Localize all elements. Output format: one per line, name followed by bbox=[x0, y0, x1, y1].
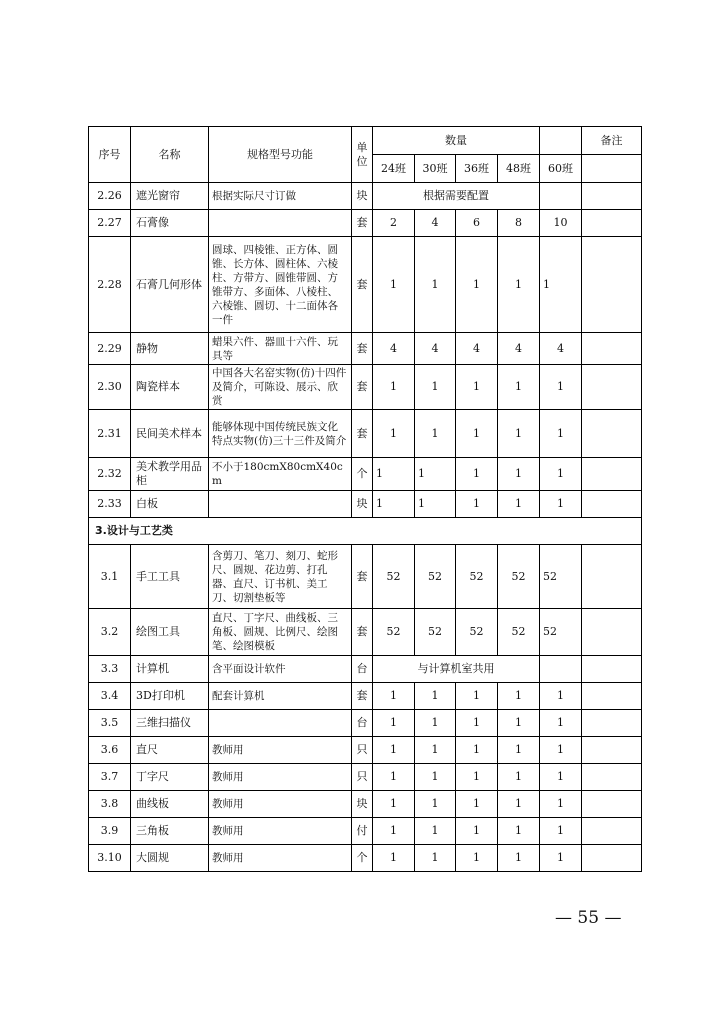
row-remark bbox=[582, 845, 642, 872]
qty-24: 2 bbox=[373, 210, 415, 237]
qty-30: 52 bbox=[415, 609, 456, 656]
qty-60: 1 bbox=[540, 791, 582, 818]
row-remark bbox=[582, 737, 642, 764]
qty-36: 1 bbox=[456, 365, 498, 410]
row-name: 静物 bbox=[131, 333, 209, 365]
row-remark bbox=[582, 818, 642, 845]
qty-48: 1 bbox=[498, 791, 540, 818]
qty-24: 1 bbox=[373, 818, 415, 845]
row-spec: 配套计算机 bbox=[209, 683, 352, 710]
qty-30: 1 bbox=[415, 237, 456, 333]
qty-48: 1 bbox=[498, 410, 540, 458]
row-name: 美术教学用品柜 bbox=[131, 458, 209, 491]
header-remark: 备注 bbox=[582, 127, 642, 155]
qty-24: 1 bbox=[373, 491, 415, 518]
row-no: 2.27 bbox=[89, 210, 131, 237]
row-unit: 套 bbox=[352, 410, 373, 458]
row-spec: 含平面设计软件 bbox=[209, 656, 352, 683]
qty-24: 1 bbox=[373, 737, 415, 764]
table-row bbox=[89, 183, 642, 210]
qty-60: 1 bbox=[540, 737, 582, 764]
qty-30: 1 bbox=[415, 710, 456, 737]
row-qty-pad bbox=[540, 656, 582, 683]
header-name: 名称 bbox=[131, 127, 209, 183]
table-row bbox=[89, 458, 642, 491]
row-remark bbox=[582, 545, 642, 609]
qty-36: 1 bbox=[456, 491, 498, 518]
qty-24: 52 bbox=[373, 609, 415, 656]
qty-36: 1 bbox=[456, 237, 498, 333]
row-spec: 能够体现中国传统民族文化特点实物(仿)三十三件及简介 bbox=[209, 410, 352, 458]
qty-60: 1 bbox=[540, 410, 582, 458]
row-name: 三角板 bbox=[131, 818, 209, 845]
header-36: 36班 bbox=[456, 155, 498, 183]
qty-48: 1 bbox=[498, 365, 540, 410]
row-name: 白板 bbox=[131, 491, 209, 518]
qty-60: 1 bbox=[540, 683, 582, 710]
header-remark-blank bbox=[582, 155, 642, 183]
header-unit: 单位 bbox=[352, 127, 373, 183]
row-remark bbox=[582, 791, 642, 818]
table-row bbox=[89, 333, 642, 365]
table-row bbox=[89, 683, 642, 710]
table-row bbox=[89, 764, 642, 791]
row-spec: 根据实际尺寸订做 bbox=[209, 183, 352, 210]
row-name: 三维扫描仪 bbox=[131, 710, 209, 737]
qty-48: 1 bbox=[498, 764, 540, 791]
row-name: 丁字尺 bbox=[131, 764, 209, 791]
row-spec bbox=[209, 210, 352, 237]
qty-24: 4 bbox=[373, 333, 415, 365]
row-name: 石膏几何形体 bbox=[131, 237, 209, 333]
table-row bbox=[89, 237, 642, 333]
qty-24: 1 bbox=[373, 410, 415, 458]
row-name: 遮光窗帘 bbox=[131, 183, 209, 210]
row-no: 2.32 bbox=[89, 458, 131, 491]
row-name: 手工工具 bbox=[131, 545, 209, 609]
qty-60: 1 bbox=[540, 458, 582, 491]
row-unit: 台 bbox=[352, 710, 373, 737]
header-24: 24班 bbox=[373, 155, 415, 183]
table-row bbox=[89, 491, 642, 518]
row-remark bbox=[582, 683, 642, 710]
qty-36: 1 bbox=[456, 737, 498, 764]
row-qty-pad bbox=[540, 183, 582, 210]
qty-48: 1 bbox=[498, 458, 540, 491]
header-qty-pad bbox=[540, 127, 582, 155]
row-unit: 块 bbox=[352, 791, 373, 818]
qty-30: 1 bbox=[415, 683, 456, 710]
row-name: 陶瓷样本 bbox=[131, 365, 209, 410]
row-no: 3.2 bbox=[89, 609, 131, 656]
row-unit: 个 bbox=[352, 458, 373, 491]
row-name: 3D打印机 bbox=[131, 683, 209, 710]
row-remark bbox=[582, 710, 642, 737]
row-unit: 套 bbox=[352, 333, 373, 365]
table-row bbox=[89, 845, 642, 872]
qty-60: 1 bbox=[540, 818, 582, 845]
row-no: 3.8 bbox=[89, 791, 131, 818]
row-spec bbox=[209, 491, 352, 518]
table-row bbox=[89, 818, 642, 845]
row-no: 2.28 bbox=[89, 237, 131, 333]
row-spec: 不小于180cmX80cmX40cm bbox=[209, 458, 352, 491]
qty-30: 52 bbox=[415, 545, 456, 609]
qty-24: 1 bbox=[373, 458, 415, 491]
row-remark bbox=[582, 458, 642, 491]
qty-48: 1 bbox=[498, 683, 540, 710]
qty-30: 1 bbox=[415, 737, 456, 764]
table-row bbox=[89, 791, 642, 818]
row-name: 民间美术样本 bbox=[131, 410, 209, 458]
header-30: 30班 bbox=[415, 155, 456, 183]
table-row bbox=[89, 609, 642, 656]
row-name: 石膏像 bbox=[131, 210, 209, 237]
row-spec: 蜡果六件、器皿十六件、玩具等 bbox=[209, 333, 352, 365]
header-row bbox=[89, 127, 642, 155]
row-name: 大圆规 bbox=[131, 845, 209, 872]
row-spec: 教师用 bbox=[209, 737, 352, 764]
qty-36: 6 bbox=[456, 210, 498, 237]
row-no: 3.5 bbox=[89, 710, 131, 737]
qty-30: 1 bbox=[415, 845, 456, 872]
row-remark bbox=[582, 183, 642, 210]
row-unit: 只 bbox=[352, 764, 373, 791]
qty-30: 1 bbox=[415, 365, 456, 410]
row-spec: 直尺、丁字尺、曲线板、三角板、圆规、比例尺、绘图笔、绘图模板 bbox=[209, 609, 352, 656]
qty-48: 1 bbox=[498, 845, 540, 872]
qty-24: 1 bbox=[373, 791, 415, 818]
row-spec: 教师用 bbox=[209, 818, 352, 845]
qty-30: 1 bbox=[415, 491, 456, 518]
page-number: — 55 — bbox=[555, 908, 622, 928]
row-remark bbox=[582, 410, 642, 458]
row-remark bbox=[582, 491, 642, 518]
qty-60: 10 bbox=[540, 210, 582, 237]
row-unit: 套 bbox=[352, 683, 373, 710]
row-unit: 套 bbox=[352, 545, 373, 609]
row-no: 3.6 bbox=[89, 737, 131, 764]
row-unit: 个 bbox=[352, 845, 373, 872]
qty-30: 1 bbox=[415, 791, 456, 818]
qty-36: 1 bbox=[456, 410, 498, 458]
row-unit: 套 bbox=[352, 609, 373, 656]
row-name: 绘图工具 bbox=[131, 609, 209, 656]
qty-30: 1 bbox=[415, 458, 456, 491]
row-remark bbox=[582, 764, 642, 791]
qty-30: 4 bbox=[415, 210, 456, 237]
qty-60: 1 bbox=[540, 764, 582, 791]
qty-48: 8 bbox=[498, 210, 540, 237]
qty-24: 1 bbox=[373, 365, 415, 410]
table-row bbox=[89, 710, 642, 737]
qty-24: 1 bbox=[373, 237, 415, 333]
qty-24: 1 bbox=[373, 683, 415, 710]
qty-30: 1 bbox=[415, 410, 456, 458]
table-row bbox=[89, 210, 642, 237]
row-no: 3.1 bbox=[89, 545, 131, 609]
row-remark bbox=[582, 656, 642, 683]
qty-36: 1 bbox=[456, 710, 498, 737]
row-merged-qty: 与计算机室共用 bbox=[373, 656, 540, 683]
row-unit: 套 bbox=[352, 237, 373, 333]
qty-60: 1 bbox=[540, 491, 582, 518]
qty-60: 1 bbox=[540, 845, 582, 872]
qty-60: 52 bbox=[540, 609, 582, 656]
table-row bbox=[89, 545, 642, 609]
qty-48: 52 bbox=[498, 545, 540, 609]
qty-36: 1 bbox=[456, 683, 498, 710]
row-spec: 教师用 bbox=[209, 845, 352, 872]
equipment-table bbox=[88, 126, 642, 872]
table-row bbox=[89, 656, 642, 683]
row-unit: 块 bbox=[352, 183, 373, 210]
row-name: 直尺 bbox=[131, 737, 209, 764]
row-remark bbox=[582, 609, 642, 656]
qty-36: 1 bbox=[456, 458, 498, 491]
qty-48: 4 bbox=[498, 333, 540, 365]
row-unit: 付 bbox=[352, 818, 373, 845]
qty-36: 52 bbox=[456, 545, 498, 609]
qty-48: 1 bbox=[498, 818, 540, 845]
qty-60: 1 bbox=[540, 710, 582, 737]
header-60: 60班 bbox=[540, 155, 582, 183]
qty-30: 4 bbox=[415, 333, 456, 365]
qty-60: 52 bbox=[540, 545, 582, 609]
row-no: 3.3 bbox=[89, 656, 131, 683]
qty-24: 52 bbox=[373, 545, 415, 609]
qty-48: 1 bbox=[498, 491, 540, 518]
row-remark bbox=[582, 333, 642, 365]
qty-24: 1 bbox=[373, 764, 415, 791]
header-no: 序号 bbox=[89, 127, 131, 183]
qty-36: 1 bbox=[456, 818, 498, 845]
header-48: 48班 bbox=[498, 155, 540, 183]
table-row bbox=[89, 737, 642, 764]
row-spec: 含剪刀、笔刀、刻刀、蛇形尺、圆规、花边剪、打孔器、直尺、订书机、美工刀、切割垫板等 bbox=[209, 545, 352, 609]
section-title: 3.设计与工艺类 bbox=[89, 518, 642, 545]
row-name: 计算机 bbox=[131, 656, 209, 683]
qty-24: 1 bbox=[373, 845, 415, 872]
row-no: 2.33 bbox=[89, 491, 131, 518]
row-remark bbox=[582, 237, 642, 333]
qty-48: 1 bbox=[498, 237, 540, 333]
row-no: 2.30 bbox=[89, 365, 131, 410]
row-remark bbox=[582, 365, 642, 410]
qty-30: 1 bbox=[415, 764, 456, 791]
header-spec: 规格型号功能 bbox=[209, 127, 352, 183]
row-remark bbox=[582, 210, 642, 237]
qty-60: 1 bbox=[540, 237, 582, 333]
qty-36: 1 bbox=[456, 845, 498, 872]
row-unit: 套 bbox=[352, 365, 373, 410]
table-row bbox=[89, 410, 642, 458]
qty-36: 1 bbox=[456, 764, 498, 791]
row-no: 3.4 bbox=[89, 683, 131, 710]
row-spec: 教师用 bbox=[209, 791, 352, 818]
qty-48: 52 bbox=[498, 609, 540, 656]
row-no: 2.29 bbox=[89, 333, 131, 365]
row-unit: 块 bbox=[352, 491, 373, 518]
table-row bbox=[89, 365, 642, 410]
row-no: 3.10 bbox=[89, 845, 131, 872]
qty-36: 1 bbox=[456, 791, 498, 818]
section-row bbox=[89, 518, 642, 545]
row-no: 2.26 bbox=[89, 183, 131, 210]
qty-36: 52 bbox=[456, 609, 498, 656]
row-spec: 教师用 bbox=[209, 764, 352, 791]
row-no: 3.9 bbox=[89, 818, 131, 845]
qty-30: 1 bbox=[415, 818, 456, 845]
qty-48: 1 bbox=[498, 710, 540, 737]
row-spec bbox=[209, 710, 352, 737]
qty-36: 4 bbox=[456, 333, 498, 365]
row-unit: 台 bbox=[352, 656, 373, 683]
qty-48: 1 bbox=[498, 737, 540, 764]
qty-60: 4 bbox=[540, 333, 582, 365]
row-unit: 只 bbox=[352, 737, 373, 764]
row-no: 2.31 bbox=[89, 410, 131, 458]
header-qty: 数量 bbox=[373, 127, 540, 155]
row-spec: 圆球、四棱锥、正方体、圆锥、长方体、圆柱体、六棱柱、方带方、圆锥带圆、方锥带方、多面体、八棱柱、六棱锥、圆切、十二面体各一件 bbox=[209, 237, 352, 333]
qty-24: 1 bbox=[373, 710, 415, 737]
row-name: 曲线板 bbox=[131, 791, 209, 818]
row-unit: 套 bbox=[352, 210, 373, 237]
row-no: 3.7 bbox=[89, 764, 131, 791]
qty-60: 1 bbox=[540, 365, 582, 410]
row-merged-qty: 根据需要配置 bbox=[373, 183, 540, 210]
row-spec: 中国各大名窑实物(仿)十四件及简介，可陈设、展示、欣赏 bbox=[209, 365, 352, 410]
